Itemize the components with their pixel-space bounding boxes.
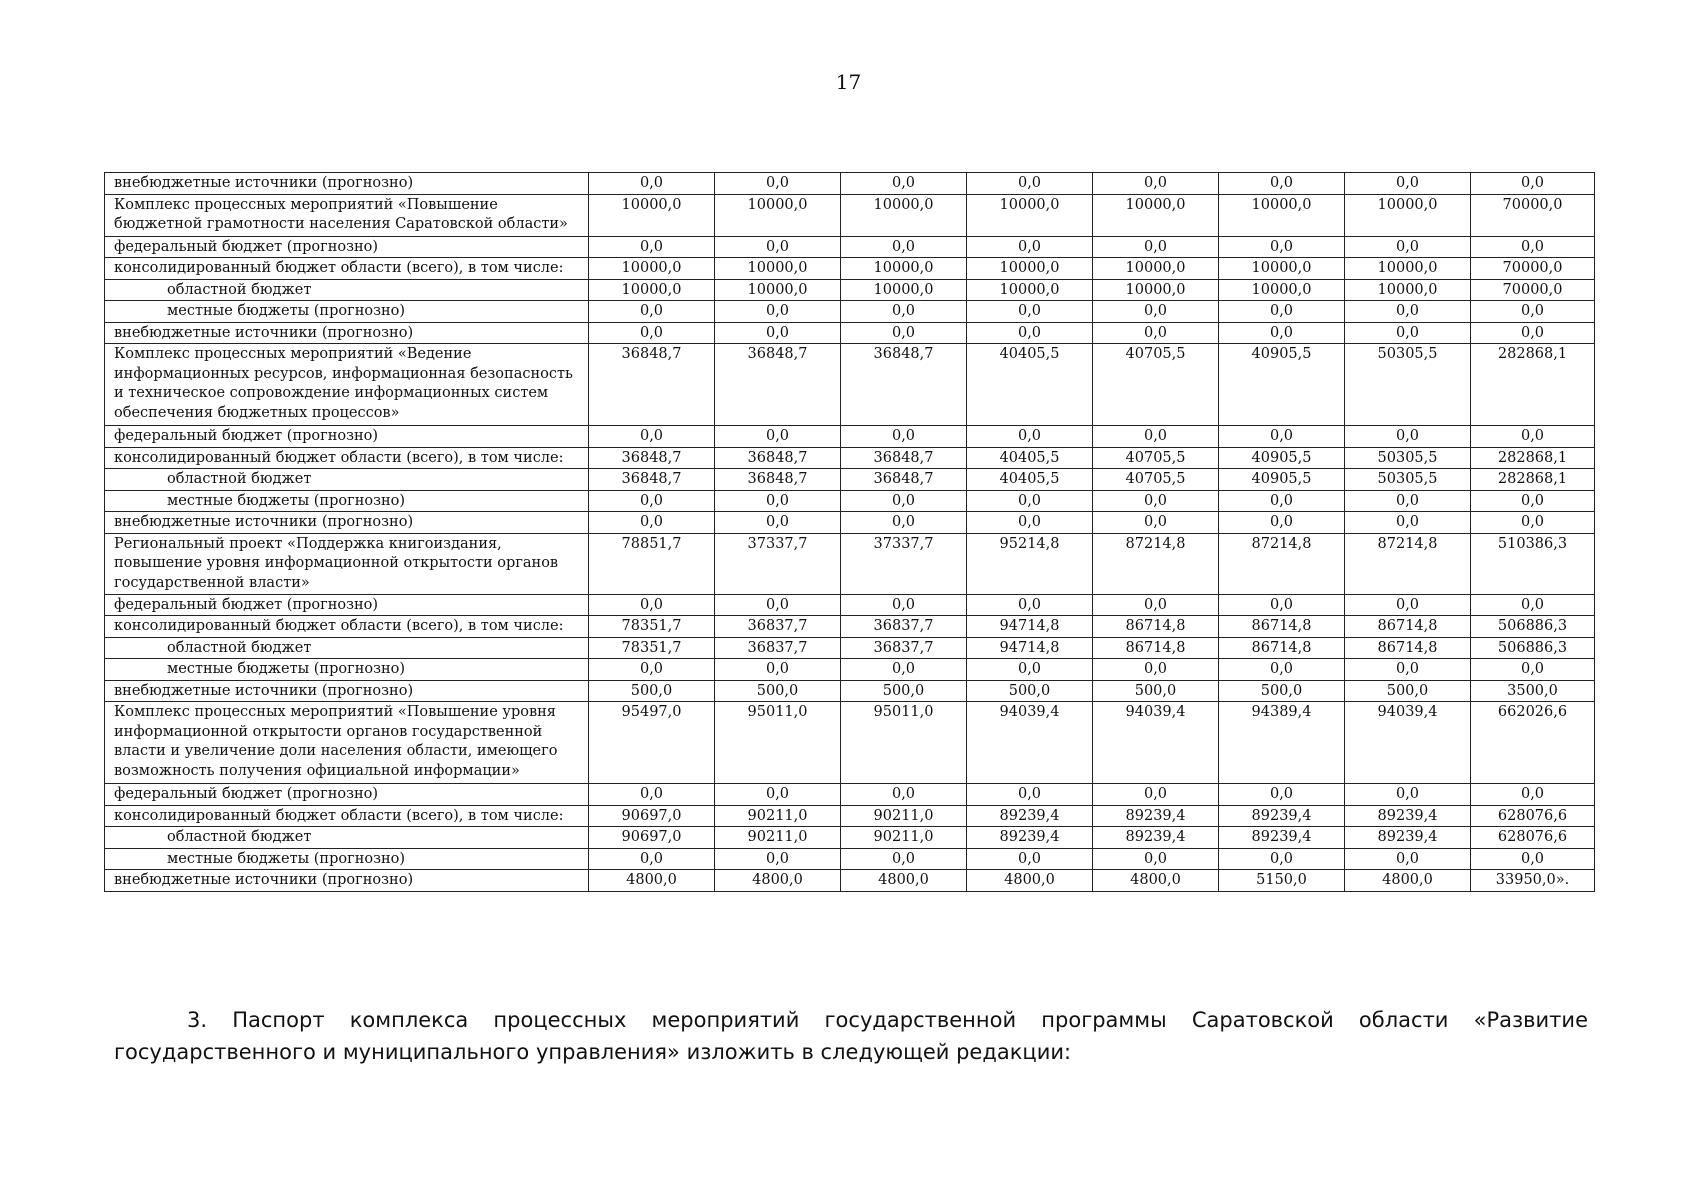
value-cell: 282868,1 <box>1471 344 1595 426</box>
value-cell: 0,0 <box>841 173 967 195</box>
value-cell: 50305,5 <box>1345 344 1471 426</box>
value-cell: 0,0 <box>1093 659 1219 681</box>
table-row <box>105 827 1595 849</box>
value-cell: 0,0 <box>589 322 715 344</box>
value-cell: 50305,5 <box>1345 447 1471 469</box>
table-row <box>105 594 1595 616</box>
value-cell: 0,0 <box>715 848 841 870</box>
row-label: местные бюджеты (прогнозно) <box>105 659 589 681</box>
value-cell: 50305,5 <box>1345 469 1471 491</box>
value-cell: 0,0 <box>841 848 967 870</box>
value-cell: 0,0 <box>841 426 967 448</box>
value-cell: 0,0 <box>589 426 715 448</box>
value-cell: 10000,0 <box>967 194 1093 236</box>
value-cell: 89239,4 <box>1345 827 1471 849</box>
value-cell: 90697,0 <box>589 827 715 849</box>
row-label: местные бюджеты (прогнозно) <box>105 848 589 870</box>
value-cell: 0,0 <box>715 784 841 806</box>
value-cell: 0,0 <box>967 173 1093 195</box>
value-cell: 89239,4 <box>1345 805 1471 827</box>
value-cell: 662026,6 <box>1471 702 1595 784</box>
value-cell: 10000,0 <box>1345 194 1471 236</box>
row-label: консолидированный бюджет области (всего), в том числе: <box>105 447 589 469</box>
value-cell: 0,0 <box>1345 236 1471 258</box>
value-cell: 90211,0 <box>841 827 967 849</box>
value-cell: 40405,5 <box>967 447 1093 469</box>
row-label: Комплекс процессных мероприятий «Повышение бюджетной грамотности населения Саратовской области» <box>105 194 589 236</box>
value-cell: 10000,0 <box>715 279 841 301</box>
value-cell: 94039,4 <box>967 702 1093 784</box>
value-cell: 0,0 <box>589 594 715 616</box>
value-cell: 36837,7 <box>715 637 841 659</box>
value-cell: 0,0 <box>715 512 841 534</box>
value-cell: 37337,7 <box>841 533 967 594</box>
value-cell: 0,0 <box>715 173 841 195</box>
value-cell: 10000,0 <box>967 258 1093 280</box>
value-cell: 0,0 <box>841 301 967 323</box>
value-cell: 4800,0 <box>1345 870 1471 892</box>
value-cell: 40905,5 <box>1219 469 1345 491</box>
row-label: областной бюджет <box>105 279 589 301</box>
value-cell: 0,0 <box>715 322 841 344</box>
value-cell: 500,0 <box>1345 680 1471 702</box>
value-cell: 0,0 <box>589 848 715 870</box>
value-cell: 10000,0 <box>967 279 1093 301</box>
value-cell: 0,0 <box>1345 173 1471 195</box>
page-number: 17 <box>835 70 862 94</box>
value-cell: 0,0 <box>1219 426 1345 448</box>
value-cell: 0,0 <box>1471 490 1595 512</box>
table-row <box>105 279 1595 301</box>
value-cell: 10000,0 <box>841 279 967 301</box>
instruction-paragraph: 3. Паспорт комплекса процессных мероприятий государственной программы Саратовской области «Развитие государственного и муниципального управления» изложить в следующей редакции: <box>114 1008 1588 1064</box>
value-cell: 40705,5 <box>1093 344 1219 426</box>
value-cell: 0,0 <box>1219 848 1345 870</box>
value-cell: 0,0 <box>1219 659 1345 681</box>
value-cell: 90697,0 <box>589 805 715 827</box>
value-cell: 86714,8 <box>1093 637 1219 659</box>
value-cell: 0,0 <box>841 322 967 344</box>
table-row <box>105 533 1595 594</box>
value-cell: 94714,8 <box>967 637 1093 659</box>
value-cell: 0,0 <box>589 490 715 512</box>
value-cell: 0,0 <box>1219 594 1345 616</box>
value-cell: 36848,7 <box>841 344 967 426</box>
value-cell: 4800,0 <box>715 870 841 892</box>
value-cell: 10000,0 <box>1345 279 1471 301</box>
value-cell: 89239,4 <box>967 827 1093 849</box>
table-row <box>105 426 1595 448</box>
table-row <box>105 173 1595 195</box>
value-cell: 10000,0 <box>589 279 715 301</box>
value-cell: 4800,0 <box>1093 870 1219 892</box>
value-cell: 90211,0 <box>715 805 841 827</box>
value-cell: 0,0 <box>1093 301 1219 323</box>
value-cell: 10000,0 <box>589 258 715 280</box>
value-cell: 282868,1 <box>1471 469 1595 491</box>
value-cell: 0,0 <box>841 512 967 534</box>
value-cell: 0,0 <box>841 594 967 616</box>
value-cell: 86714,8 <box>1219 616 1345 638</box>
table-row <box>105 344 1595 426</box>
value-cell: 86714,8 <box>1093 616 1219 638</box>
value-cell: 89239,4 <box>967 805 1093 827</box>
value-cell: 0,0 <box>1345 490 1471 512</box>
value-cell: 0,0 <box>1345 848 1471 870</box>
budget-table-body <box>105 173 1595 892</box>
table-row <box>105 236 1595 258</box>
row-label: областной бюджет <box>105 469 589 491</box>
table-row <box>105 848 1595 870</box>
value-cell: 0,0 <box>1345 426 1471 448</box>
value-cell: 0,0 <box>967 512 1093 534</box>
row-label: федеральный бюджет (прогнозно) <box>105 426 589 448</box>
value-cell: 36837,7 <box>841 637 967 659</box>
value-cell: 500,0 <box>1093 680 1219 702</box>
table-row <box>105 258 1595 280</box>
row-label: внебюджетные источники (прогнозно) <box>105 680 589 702</box>
value-cell: 10000,0 <box>715 258 841 280</box>
value-cell: 500,0 <box>967 680 1093 702</box>
value-cell: 0,0 <box>1093 784 1219 806</box>
value-cell: 36848,7 <box>841 447 967 469</box>
value-cell: 0,0 <box>715 594 841 616</box>
value-cell: 10000,0 <box>841 258 967 280</box>
value-cell: 10000,0 <box>1219 194 1345 236</box>
value-cell: 0,0 <box>1345 594 1471 616</box>
table-row <box>105 702 1595 784</box>
value-cell: 0,0 <box>1345 301 1471 323</box>
table-row <box>105 322 1595 344</box>
value-cell: 0,0 <box>589 784 715 806</box>
value-cell: 78351,7 <box>589 616 715 638</box>
table-row <box>105 512 1595 534</box>
value-cell: 0,0 <box>1093 512 1219 534</box>
value-cell: 89239,4 <box>1219 827 1345 849</box>
value-cell: 33950,0». <box>1471 870 1595 892</box>
value-cell: 0,0 <box>1093 594 1219 616</box>
value-cell: 0,0 <box>1219 173 1345 195</box>
value-cell: 0,0 <box>715 236 841 258</box>
value-cell: 0,0 <box>841 490 967 512</box>
value-cell: 0,0 <box>1471 848 1595 870</box>
value-cell: 36848,7 <box>715 344 841 426</box>
value-cell: 0,0 <box>1219 322 1345 344</box>
table-row <box>105 659 1595 681</box>
value-cell: 87214,8 <box>1219 533 1345 594</box>
value-cell: 500,0 <box>841 680 967 702</box>
value-cell: 628076,6 <box>1471 805 1595 827</box>
value-cell: 70000,0 <box>1471 258 1595 280</box>
value-cell: 0,0 <box>1093 490 1219 512</box>
value-cell: 0,0 <box>1093 322 1219 344</box>
value-cell: 90211,0 <box>715 827 841 849</box>
value-cell: 0,0 <box>967 236 1093 258</box>
value-cell: 89239,4 <box>1093 827 1219 849</box>
table-row <box>105 301 1595 323</box>
value-cell: 95214,8 <box>967 533 1093 594</box>
value-cell: 40705,5 <box>1093 447 1219 469</box>
value-cell: 10000,0 <box>1345 258 1471 280</box>
value-cell: 0,0 <box>589 173 715 195</box>
row-label: областной бюджет <box>105 827 589 849</box>
value-cell: 10000,0 <box>715 194 841 236</box>
value-cell: 4800,0 <box>589 870 715 892</box>
value-cell: 0,0 <box>589 659 715 681</box>
budget-table <box>104 172 1595 892</box>
row-label: консолидированный бюджет области (всего), в том числе: <box>105 805 589 827</box>
value-cell: 5150,0 <box>1219 870 1345 892</box>
value-cell: 4800,0 <box>841 870 967 892</box>
value-cell: 0,0 <box>1345 512 1471 534</box>
row-label: Региональный проект «Поддержка книгоиздания, повышение уровня информационной открытости органов государственной власти» <box>105 533 589 594</box>
value-cell: 0,0 <box>967 490 1093 512</box>
row-label: консолидированный бюджет области (всего), в том числе: <box>105 258 589 280</box>
value-cell: 0,0 <box>589 301 715 323</box>
value-cell: 3500,0 <box>1471 680 1595 702</box>
value-cell: 10000,0 <box>589 194 715 236</box>
value-cell: 0,0 <box>1471 784 1595 806</box>
value-cell: 0,0 <box>967 322 1093 344</box>
row-label: внебюджетные источники (прогнозно) <box>105 322 589 344</box>
value-cell: 282868,1 <box>1471 447 1595 469</box>
value-cell: 78351,7 <box>589 637 715 659</box>
value-cell: 36848,7 <box>715 469 841 491</box>
value-cell: 0,0 <box>715 301 841 323</box>
value-cell: 0,0 <box>1093 426 1219 448</box>
value-cell: 0,0 <box>841 659 967 681</box>
value-cell: 506886,3 <box>1471 616 1595 638</box>
value-cell: 628076,6 <box>1471 827 1595 849</box>
value-cell: 4800,0 <box>967 870 1093 892</box>
table-row <box>105 616 1595 638</box>
table-row <box>105 784 1595 806</box>
value-cell: 36848,7 <box>841 469 967 491</box>
value-cell: 40705,5 <box>1093 469 1219 491</box>
value-cell: 500,0 <box>589 680 715 702</box>
value-cell: 37337,7 <box>715 533 841 594</box>
value-cell: 0,0 <box>1471 322 1595 344</box>
value-cell: 36837,7 <box>715 616 841 638</box>
table-row <box>105 447 1595 469</box>
value-cell: 40405,5 <box>967 469 1093 491</box>
value-cell: 0,0 <box>1345 322 1471 344</box>
value-cell: 0,0 <box>1471 301 1595 323</box>
value-cell: 40905,5 <box>1219 344 1345 426</box>
value-cell: 0,0 <box>841 236 967 258</box>
value-cell: 10000,0 <box>1219 279 1345 301</box>
value-cell: 36848,7 <box>589 469 715 491</box>
value-cell: 40405,5 <box>967 344 1093 426</box>
value-cell: 40905,5 <box>1219 447 1345 469</box>
value-cell: 94039,4 <box>1345 702 1471 784</box>
value-cell: 95011,0 <box>715 702 841 784</box>
value-cell: 0,0 <box>589 512 715 534</box>
value-cell: 0,0 <box>1471 173 1595 195</box>
value-cell: 0,0 <box>967 659 1093 681</box>
value-cell: 0,0 <box>1093 848 1219 870</box>
value-cell: 0,0 <box>1345 659 1471 681</box>
value-cell: 94039,4 <box>1093 702 1219 784</box>
value-cell: 0,0 <box>1471 512 1595 534</box>
value-cell: 0,0 <box>1219 512 1345 534</box>
row-label: консолидированный бюджет области (всего), в том числе: <box>105 616 589 638</box>
value-cell: 0,0 <box>1471 659 1595 681</box>
value-cell: 0,0 <box>715 490 841 512</box>
value-cell: 95011,0 <box>841 702 967 784</box>
value-cell: 0,0 <box>589 236 715 258</box>
value-cell: 0,0 <box>1471 426 1595 448</box>
value-cell: 0,0 <box>1471 594 1595 616</box>
row-label: внебюджетные источники (прогнозно) <box>105 870 589 892</box>
row-label: местные бюджеты (прогнозно) <box>105 490 589 512</box>
value-cell: 87214,8 <box>1093 533 1219 594</box>
row-label: внебюджетные источники (прогнозно) <box>105 173 589 195</box>
value-cell: 0,0 <box>967 426 1093 448</box>
row-label: федеральный бюджет (прогнозно) <box>105 784 589 806</box>
value-cell: 78851,7 <box>589 533 715 594</box>
value-cell: 10000,0 <box>841 194 967 236</box>
value-cell: 0,0 <box>967 848 1093 870</box>
value-cell: 94714,8 <box>967 616 1093 638</box>
row-label: федеральный бюджет (прогнозно) <box>105 594 589 616</box>
value-cell: 0,0 <box>715 659 841 681</box>
value-cell: 10000,0 <box>1093 258 1219 280</box>
value-cell: 0,0 <box>1219 301 1345 323</box>
value-cell: 87214,8 <box>1345 533 1471 594</box>
row-label: Комплекс процессных мероприятий «Ведение информационных ресурсов, информационная безопасность и техническое сопровождение информационных систем обеспечения бюджетных процессов» <box>105 344 589 426</box>
value-cell: 70000,0 <box>1471 194 1595 236</box>
table-row <box>105 805 1595 827</box>
value-cell: 0,0 <box>1471 236 1595 258</box>
row-label: Комплекс процессных мероприятий «Повышение уровня информационной открытости органов государственной власти и увеличение доли населения области, имеющего возможность получения официальной информации» <box>105 702 589 784</box>
value-cell: 36848,7 <box>715 447 841 469</box>
value-cell: 89239,4 <box>1093 805 1219 827</box>
value-cell: 0,0 <box>1219 784 1345 806</box>
value-cell: 0,0 <box>841 784 967 806</box>
value-cell: 10000,0 <box>1093 279 1219 301</box>
value-cell: 0,0 <box>1093 236 1219 258</box>
value-cell: 10000,0 <box>1219 258 1345 280</box>
table-row <box>105 490 1595 512</box>
value-cell: 0,0 <box>1219 236 1345 258</box>
table-row <box>105 469 1595 491</box>
value-cell: 95497,0 <box>589 702 715 784</box>
value-cell: 0,0 <box>1093 173 1219 195</box>
row-label: областной бюджет <box>105 637 589 659</box>
value-cell: 86714,8 <box>1345 637 1471 659</box>
value-cell: 36848,7 <box>589 447 715 469</box>
table-row <box>105 680 1595 702</box>
value-cell: 500,0 <box>715 680 841 702</box>
value-cell: 90211,0 <box>841 805 967 827</box>
value-cell: 0,0 <box>967 784 1093 806</box>
value-cell: 0,0 <box>715 426 841 448</box>
value-cell: 0,0 <box>967 594 1093 616</box>
value-cell: 86714,8 <box>1219 637 1345 659</box>
value-cell: 0,0 <box>1345 784 1471 806</box>
value-cell: 510386,3 <box>1471 533 1595 594</box>
value-cell: 506886,3 <box>1471 637 1595 659</box>
value-cell: 36837,7 <box>841 616 967 638</box>
value-cell: 94389,4 <box>1219 702 1345 784</box>
value-cell: 89239,4 <box>1219 805 1345 827</box>
value-cell: 0,0 <box>967 301 1093 323</box>
table-row <box>105 637 1595 659</box>
row-label: местные бюджеты (прогнозно) <box>105 301 589 323</box>
value-cell: 0,0 <box>1219 490 1345 512</box>
value-cell: 36848,7 <box>589 344 715 426</box>
table-row <box>105 870 1595 892</box>
row-label: внебюджетные источники (прогнозно) <box>105 512 589 534</box>
value-cell: 10000,0 <box>1093 194 1219 236</box>
value-cell: 86714,8 <box>1345 616 1471 638</box>
value-cell: 70000,0 <box>1471 279 1595 301</box>
row-label: федеральный бюджет (прогнозно) <box>105 236 589 258</box>
value-cell: 500,0 <box>1219 680 1345 702</box>
table-row <box>105 194 1595 236</box>
